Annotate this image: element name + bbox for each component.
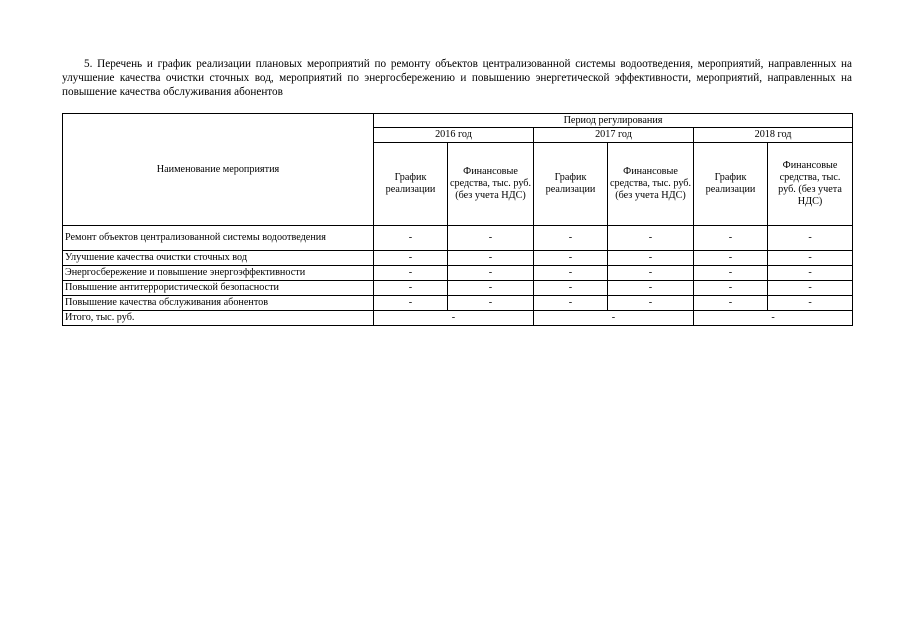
table-cell: - (534, 226, 608, 251)
table-cell: - (448, 296, 534, 311)
table-cell: - (534, 251, 608, 266)
row-name: Энергосбережение и повышение энергоэффективности (63, 266, 374, 281)
table-row (63, 251, 853, 266)
table-cell: - (374, 296, 448, 311)
table-cell: - (374, 281, 448, 296)
table-cell: - (694, 226, 768, 251)
row-name: Повышение качества обслуживания абонентов (63, 296, 374, 311)
schedule-header-2017: График реализации (534, 143, 608, 226)
table-row (63, 281, 853, 296)
table-cell: - (768, 266, 853, 281)
table-cell: - (534, 266, 608, 281)
table-cell: - (608, 281, 694, 296)
table-cell: - (608, 266, 694, 281)
total-cell-2017: - (534, 311, 694, 326)
table-cell: - (608, 296, 694, 311)
table-cell: - (768, 296, 853, 311)
table-row (63, 296, 853, 311)
period-header: Период регулирования (374, 114, 853, 128)
table-cell: - (694, 281, 768, 296)
finance-header-2016: Финансовые средства, тыс. руб. (без учета НДС) (448, 143, 534, 226)
total-label: Итого, тыс. руб. (63, 311, 374, 326)
table-cell: - (374, 226, 448, 251)
table-row (63, 226, 853, 251)
table-cell: - (768, 251, 853, 266)
table-cell: - (694, 251, 768, 266)
schedule-header-2016: График реализации (374, 143, 448, 226)
section-heading: 5. Перечень и график реализации плановых мероприятий по ремонту объектов централизованной системы водоотведения, мероприятий, направленных на улучшение качества очистки сточных вод, мероприятий по энергосбережению и повышению энергетической эффективности, мероприятий, направленных на повышение качества обслуживания абонентов (62, 58, 852, 98)
table-cell: - (534, 281, 608, 296)
table-cell: - (448, 281, 534, 296)
year-header-2018: 2018 год (694, 128, 853, 143)
table-cell: - (448, 251, 534, 266)
table-row (63, 266, 853, 281)
table-cell: - (608, 251, 694, 266)
total-row (63, 311, 853, 326)
activities-table (62, 113, 853, 326)
table-cell: - (768, 226, 853, 251)
table-cell: - (374, 266, 448, 281)
finance-header-2017: Финансовые средства, тыс. руб. (без учета НДС) (608, 143, 694, 226)
table-cell: - (448, 266, 534, 281)
row-name: Улучшение качества очистки сточных вод (63, 251, 374, 266)
table-cell: - (694, 266, 768, 281)
table-cell: - (694, 296, 768, 311)
schedule-header-2018: График реализации (694, 143, 768, 226)
table-cell: - (374, 251, 448, 266)
row-name: Ремонт объектов централизованной системы водоотведения (63, 226, 374, 251)
table-cell: - (608, 226, 694, 251)
name-column-header: Наименование мероприятия (63, 114, 374, 226)
table-cell: - (448, 226, 534, 251)
table-cell: - (768, 281, 853, 296)
year-header-2016: 2016 год (374, 128, 534, 143)
table-cell: - (534, 296, 608, 311)
row-name: Повышение антитеррористической безопасности (63, 281, 374, 296)
finance-header-2018: Финансовые средства, тыс. руб. (без учета НДС) (768, 143, 853, 226)
total-cell-2016: - (374, 311, 534, 326)
year-header-2017: 2017 год (534, 128, 694, 143)
total-cell-2018: - (694, 311, 853, 326)
